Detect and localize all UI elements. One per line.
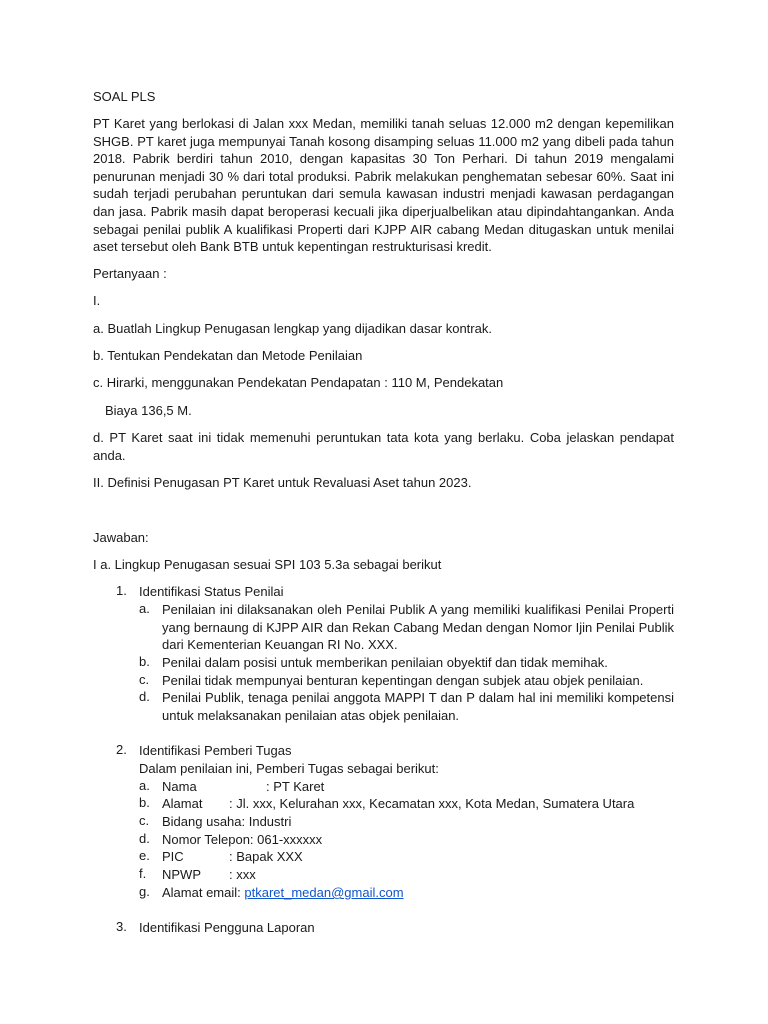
item1-sub-a-letter: a. [139, 601, 150, 616]
item2-sub-a-letter: a. [139, 778, 150, 793]
document-title: SOAL PLS [93, 89, 156, 104]
item1-sub-a-text: Penilaian ini dilaksanakan oleh Penilai Publik A yang memiliki kualifikasi Penilai Properti yang bernaung di KJPP AIR dan Rekan Cabang Medan dengan Nomor Ijin Penilai Publik dari Kementerian Keuangan RI No. XXX. [162, 602, 674, 653]
question-c-line2: Biaya 136,5 M. [105, 403, 192, 418]
item1-sub-c-letter: c. [139, 672, 150, 687]
item2-name-key: Nama [162, 779, 197, 794]
item2-npwp-key: NPWP [162, 867, 201, 882]
item1-sub-b-letter: b. [139, 654, 150, 669]
item2-sub-g-letter: g. [139, 884, 150, 899]
intro-paragraph: PT Karet yang berlokasi di Jalan xxx Medan, memiliki tanah seluas 12.000 m2 dengan kepemilikan SHGB. PT karet juga mempunyai Tanah kosong disamping seluas 11.000 m2 yang dibeli pada tahun 2018. Pabrik berdiri tahun 2010, dengan kapasitas 30 Ton Perhari. Di tahun 2019 mengalami penurunan menjadi 30 % dari total produksi. Pabrik melakukan penghematan sebesar 60%. Saat ini sudah terjadi perubahan peruntukan dari semula kawasan industri menjadi kawasan perdagangan dan jasa. Pabrik masih dapat beroperasi kecuali jika diperjualbelikan atau dipindahtangankan. Anda sebagai penilai publik A kualifikasi Properti dari KJPP AIR cabang Medan ditugaskan untuk menilai aset tersebut oleh Bank BTB untuk kepentingan restrukturisasi kredit. [93, 116, 674, 255]
item1-sub-d-letter: d. [139, 689, 150, 704]
item2-business-field: Bidang usaha: Industri [162, 814, 292, 829]
question-a: a. Buatlah Lingkup Penugasan lengkap yang dijadikan dasar kontrak. [93, 321, 492, 336]
item1-sub-b-text: Penilai dalam posisi untuk memberikan penilaian obyektif dan tidak memihak. [162, 655, 608, 670]
item2-description: Dalam penilaian ini, Pemberi Tugas sebagai berikut: [139, 761, 439, 776]
item2-email-row [162, 884, 674, 902]
item2-sub-b-letter: b. [139, 795, 150, 810]
question-d: d. PT Karet saat ini tidak memenuhi peruntukan tata kota yang berlaku. Coba jelaskan pendapat anda. [93, 430, 674, 463]
item1-title: Identifikasi Status Penilai [139, 584, 284, 599]
item2-pic-row [162, 848, 674, 866]
item3-title: Identifikasi Pengguna Laporan [139, 920, 315, 935]
item2-email-key: Alamat email: [162, 885, 241, 900]
item1-number: 1. [116, 583, 127, 598]
email-link[interactable]: ptkaret_medan@gmail.com [244, 885, 404, 900]
section-i-label: I. [93, 293, 101, 308]
item2-name-value: : PT Karet [266, 779, 325, 794]
item2-number: 2. [116, 742, 127, 757]
item2-phone: Nomor Telepon: 061-xxxxxx [162, 832, 323, 847]
item3-number: 3. [116, 919, 127, 934]
answer-intro: I a. Lingkup Penugasan sesuai SPI 103 5.3a sebagai berikut [93, 557, 442, 572]
item1-sub-d-text: Penilai Publik, tenaga penilai anggota MAPPI T dan P dalam hal ini memiliki kompetensi untuk melaksanakan penilaian atas objek penilaian. [162, 690, 674, 723]
item2-npwp-value: : xxx [229, 867, 256, 882]
item2-pic-key: PIC [162, 849, 184, 864]
item2-npwp-row [162, 866, 674, 884]
item2-pic-value: : Bapak XXX [229, 849, 303, 864]
questions-label: Pertanyaan : [93, 266, 167, 281]
question-c-line1: c. Hirarki, menggunakan Pendekatan Pendapatan : 110 M, Pendekatan [93, 375, 504, 390]
item2-sub-e-letter: e. [139, 848, 150, 863]
item2-address-key: Alamat [162, 796, 203, 811]
item2-sub-c-letter: c. [139, 813, 150, 828]
question-b: b. Tentukan Pendekatan dan Metode Penilaian [93, 348, 363, 363]
answer-label: Jawaban: [93, 530, 149, 545]
item2-title: Identifikasi Pemberi Tugas [139, 743, 292, 758]
item2-name-row [162, 778, 674, 796]
item2-sub-d-letter: d. [139, 831, 150, 846]
item1-sub-c-text: Penilai tidak mempunyai benturan kepentingan dengan subjek atau objek penilaian. [162, 673, 644, 688]
question-ii: II. Definisi Penugasan PT Karet untuk Revaluasi Aset tahun 2023. [93, 475, 472, 490]
item2-sub-f-letter: f. [139, 866, 147, 881]
item2-address-row [162, 795, 674, 813]
item2-address-value: : Jl. xxx, Kelurahan xxx, Kecamatan xxx, Kota Medan, Sumatera Utara [229, 796, 635, 811]
